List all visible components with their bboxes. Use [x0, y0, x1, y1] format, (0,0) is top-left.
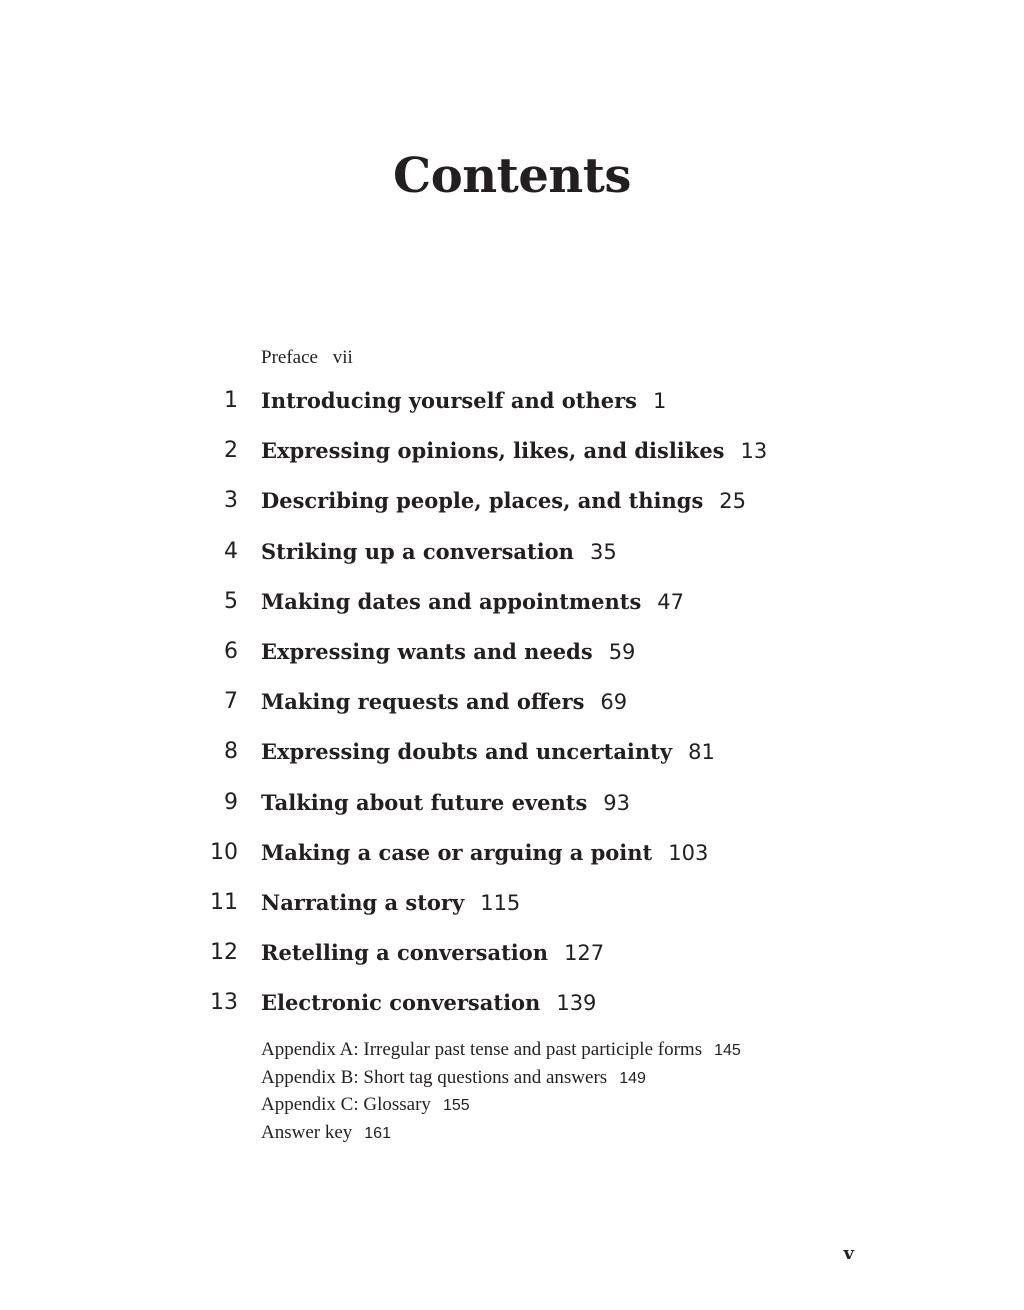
- chapter-page-number: 1: [652, 389, 667, 413]
- chapter-entry: [0, 786, 1024, 836]
- chapter-entry: [0, 886, 1024, 936]
- chapter-page-number: 93: [603, 790, 631, 815]
- chapter-entry: [0, 735, 1024, 785]
- appendix-page-number: 149: [619, 1069, 646, 1087]
- chapter-title: Electronic conversation: [261, 990, 541, 1016]
- chapter-number: 5: [224, 588, 238, 614]
- chapter-entry: [0, 936, 1024, 986]
- preface-page-number: vii: [332, 347, 353, 368]
- appendix-list: [261, 1037, 741, 1148]
- chapter-number: 12: [210, 940, 238, 966]
- appendix-entry: [261, 1037, 741, 1065]
- chapter-entry: [0, 585, 1024, 635]
- chapter-page-number: 47: [657, 589, 685, 614]
- chapter-entry: [0, 986, 1024, 1036]
- chapter-entry: [0, 635, 1024, 685]
- chapter-number: 7: [224, 689, 238, 715]
- chapter-page-number: 69: [600, 690, 628, 715]
- appendix-title: Appendix A: Irregular past tense and past participle forms: [261, 1039, 703, 1060]
- chapter-title: Expressing opinions, likes, and dislikes: [261, 438, 725, 464]
- chapter-page-number: 35: [589, 539, 617, 564]
- appendix-title: Appendix C: Glossary: [261, 1094, 431, 1116]
- chapter-entry: [0, 484, 1024, 534]
- chapter-page-number: 103: [668, 840, 709, 865]
- appendix-entry: [261, 1120, 741, 1148]
- chapter-page-number: 139: [556, 991, 597, 1016]
- chapter-page-number: 59: [608, 639, 636, 664]
- chapter-title: Retelling a conversation: [261, 940, 549, 966]
- chapter-number: 2: [224, 438, 238, 464]
- chapter-page-number: 127: [564, 941, 605, 966]
- chapter-number: 4: [224, 538, 238, 564]
- chapter-title: Expressing doubts and uncertainty: [261, 739, 673, 765]
- answer-key-title: Answer key: [261, 1122, 353, 1144]
- page-folio: v: [843, 1243, 854, 1264]
- chapter-number: 11: [210, 889, 238, 915]
- answer-key-page-number: 161: [364, 1125, 391, 1143]
- chapter-title: Making dates and appointments: [261, 588, 642, 614]
- chapter-page-number: 13: [740, 439, 768, 464]
- chapter-number: 3: [224, 488, 238, 514]
- appendix-entry: [261, 1092, 741, 1120]
- chapter-entry: [0, 836, 1024, 886]
- chapter-page-number: 115: [480, 890, 521, 915]
- chapter-entry: [0, 535, 1024, 585]
- chapter-number: 1: [224, 388, 238, 413]
- appendix-page-number: 155: [442, 1097, 470, 1115]
- chapter-entry: [0, 434, 1024, 484]
- chapter-title: Expressing wants and needs: [261, 638, 593, 664]
- appendix-entry: [261, 1065, 741, 1093]
- appendix-page-number: 145: [714, 1042, 741, 1059]
- chapter-title: Talking about future events: [261, 789, 588, 815]
- appendix-title: Appendix B: Short tag questions and answers: [261, 1066, 608, 1088]
- chapter-number: 6: [224, 638, 238, 664]
- chapter-list: [0, 384, 1024, 1036]
- chapter-entry: [0, 384, 1024, 434]
- chapter-number: 8: [224, 739, 238, 765]
- chapter-number: 10: [210, 839, 238, 865]
- preface-label: Preface: [261, 347, 318, 368]
- chapter-page-number: 81: [688, 740, 715, 765]
- page-title: Contents: [393, 148, 631, 204]
- chapter-title: Striking up a conversation: [261, 538, 574, 564]
- chapter-title: Narrating a story: [261, 889, 465, 915]
- chapter-page-number: 25: [719, 489, 747, 514]
- chapter-title: Making a case or arguing a point: [261, 839, 653, 865]
- chapter-title: Making requests and offers: [261, 689, 585, 715]
- chapter-number: 9: [224, 789, 238, 815]
- chapter-number: 13: [210, 990, 238, 1016]
- chapter-title: Introducing yourself and others: [261, 388, 637, 413]
- preface-entry: [261, 346, 353, 370]
- chapter-title: Describing people, places, and things: [261, 488, 704, 514]
- chapter-entry: [0, 685, 1024, 735]
